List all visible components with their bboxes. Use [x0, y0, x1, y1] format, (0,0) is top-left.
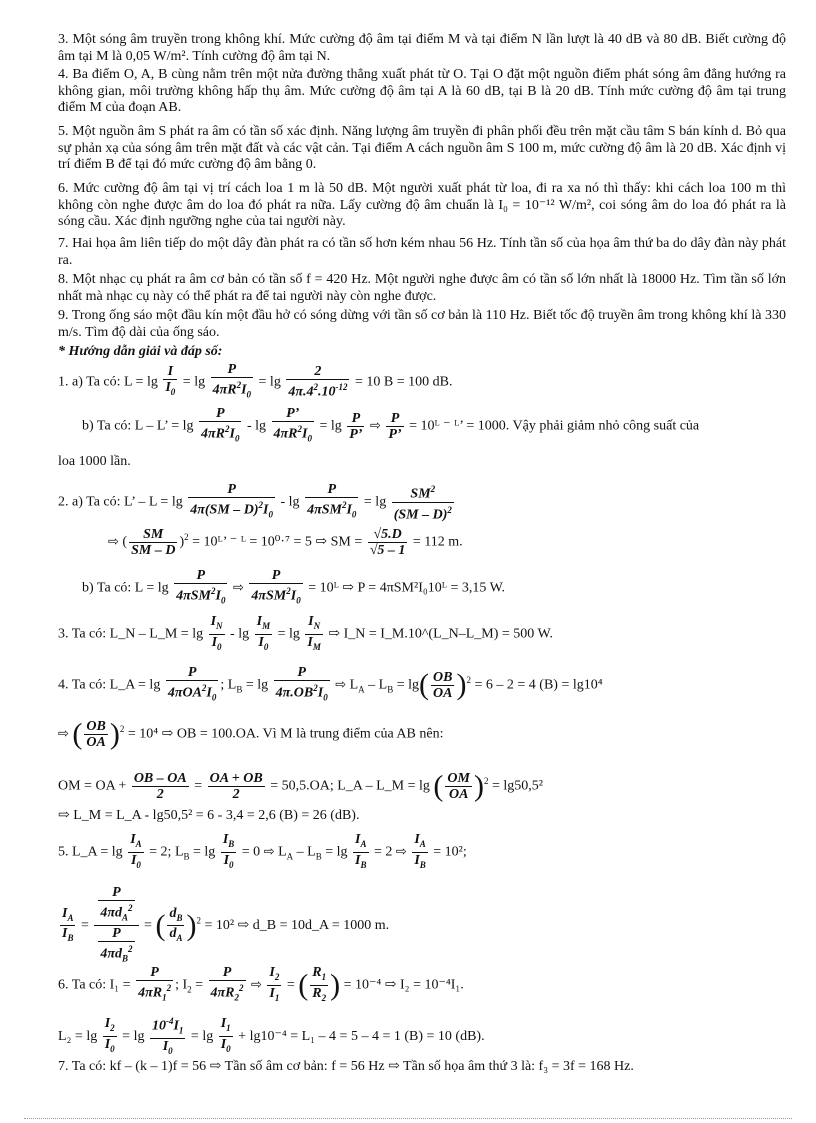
solution-3-prefix: 3. Ta có: L_N – L_M = lg [58, 626, 204, 642]
solution-3-result: ⇨ I_N = I_M.10^(L_N–L_M) = 500 W. [328, 626, 553, 642]
fraction: $\frac{P}{4\pi SM^2I_0}$ [249, 568, 302, 608]
fraction: $\frac{I_A}{I_B}$ [353, 832, 368, 873]
fraction: $\frac{√5.D}{√5 - 1}$ [369, 527, 406, 558]
fraction: $\frac{OA + OB}{2}$ [209, 771, 263, 802]
solution-1b-prefix: b) Ta có: L – L’ = lg [82, 418, 194, 434]
fraction: $\frac{I_A}{I_0}$ [128, 832, 143, 873]
arrow-icon: ⇨ [108, 534, 119, 550]
solution-1a: 1. a) Ta có: L = lg $\frac{I}{I_0}$ = lg $\frac{P}{4\pi R^2I_0}$ = lg $\frac{2}{4\pi.4^2.10^{-12}}$ = 10 B = 100 dB. [58, 362, 786, 402]
fraction: $\frac{2}{4\pi.4^2.10^{-12}}$ [288, 364, 348, 401]
arrow-icon: ⇨ [369, 418, 381, 434]
solution-6-line2-result: + lg10⁻⁴ = L₁ – 4 = 5 – 4 = 1 (B) = 10 (dB). [238, 1028, 485, 1044]
solutions-heading: * Hướng dẫn giải và đáp số: [58, 344, 223, 359]
solution-2a-line2: ⇨ ( $\frac{SM}{SM - D}$ )$^2$ = 10ᴸ’ ⁻ ᴸ = 10⁰·⁷ = 5 ⇨ SM = $\frac{√5.D}{√5 - 1}$ = 112 m. [108, 527, 463, 558]
solution-1a-prefix: 1. a) Ta có: L = lg [58, 374, 158, 390]
solution-2b [82, 568, 810, 608]
solution-6-result: = 10⁻⁴ ⇨ I₂ = 10⁻⁴I₁. [343, 977, 464, 993]
solution-2a-line2-text: = 10ᴸ’ ⁻ ᴸ = 10⁰·⁷ = 5 ⇨ SM = [192, 534, 363, 550]
fraction: $\frac{P}{4\pi R_1^2}$ [136, 965, 173, 1005]
fraction: $\frac{P}{4\pi OA^2I_0}$ [166, 665, 219, 705]
arrow-icon: ⇨ [232, 580, 244, 596]
fraction: $\frac{R_1}{R_2}$ [310, 965, 328, 1006]
solution-1b-result: = 10ᴸ ⁻ ᴸ’ = 1000. Vậy phải giảm nhỏ công suất của [409, 418, 700, 434]
fraction: $\frac{10^{-4}I_1}{I_0}$ [150, 1014, 185, 1059]
solution-7: 7. Ta có: kf – (k – 1)f = 56 ⇨ Tần số âm cơ bản: f = 56 Hz ⇨ Tần số họa âm thứ 3 là: f₃ = 3f = 168 Hz. [58, 1059, 634, 1074]
fraction: $\frac{I_M}{I_0}$ [255, 614, 272, 655]
fraction: $\frac{I_A}{I_B}$ [412, 832, 427, 873]
solution-4-line3: OM = OA + $\frac{OB - OA}{2}$ = $\frac{OA + OB}{2}$ = 50,5.OA; L_A – L_M = lg ( $\frac{OM}{OA}$ )$^2$ = lg50,5² [58, 769, 543, 803]
solution-5: 5. L_A = lg $\frac{I_A}{I_0}$ = 2; $L_B = \lg$ $\frac{I_B}{I_0}$ = 0 ⇨ $L_A - L_B = \lg$ $\frac{I_A}{I_B}$ = 2 ⇨ $\frac{I_A}{I_B}$ = 10²; [58, 832, 786, 873]
solution-1b: b) Ta có: L – L’ = lg $\frac{P}{4\pi R^2I_0}$ - lg $\frac{P’}{4\pi R^2I_0}$ = lg $\frac{P}{P’}$ ⇨ $\frac{P}{P’}$ = 10ᴸ ⁻ ᴸ’ = 1000. Vậy phải giảm nhỏ công suất của [82, 406, 810, 446]
fraction: $\frac{I_2}{I_1}$ [267, 965, 281, 1006]
fraction: $\frac{P}{4\pi R^2I_0}$ [199, 406, 241, 446]
problem-7: 7. Hai họa âm liên tiếp do một dây đàn phát ra có tần số hơn kém nhau 56 Hz. Tính tần số của họa âm thứ ba do dây đàn này phát ra. [58, 236, 786, 268]
fraction: $\frac{d_B}{d_A}$ [167, 906, 184, 947]
arrow-icon: ⇨ [335, 677, 347, 693]
solution-4-line2-text: = 10⁴ ⇨ OB = 100.OA. Vì M là trung điểm của AB nên: [127, 726, 444, 742]
fraction: $\frac{P}{4\pi.OB^2I_0}$ [274, 665, 330, 705]
fraction: $\frac{OB - OA}{2}$ [133, 771, 187, 802]
solution-4-line3-prefix: OM = OA + [58, 778, 127, 794]
arrow-icon: ⇨ [263, 844, 275, 860]
arrow-icon: ⇨ [251, 977, 262, 993]
solution-3: 3. Ta có: L_N – L_M = lg $\frac{I_N}{I_0}$ - lg $\frac{I_M}{I_0}$ = lg $\frac{I_N}{I_M}$ ⇨ I_N = I_M.10^(L_N–L_M) = 500 W. [58, 614, 786, 655]
fraction: $\frac{SM^2}{(SM - D)^2}$ [393, 484, 452, 523]
problem-9: 9. Trong ống sáo một đầu kín một đầu hở có sóng dừng với tần số cơ bản là 110 Hz. Biết tốc độ truyền âm trong không khí là 330 m/s. Tìm độ dài của ống sáo. [58, 308, 786, 340]
fraction: $\frac{I_N}{I_M}$ [305, 614, 322, 655]
solution-4-prefix: 4. Ta có: L_A = lg [58, 677, 161, 693]
solution-6-prefix: 6. Ta có: I₁ = [58, 977, 131, 993]
fraction: $\frac{P}{4\pi R^2I_0}$ [211, 362, 253, 402]
problem-6: 6. Mức cường độ âm tại vị trí cách loa 1 m là 50 dB. Một người xuất phát từ loa, đi ra xa nó thì thấy: khi cách loa 100 m thì không còn nghe được âm do loa đó phát ra nữa. Lấy cường độ âm chuẩn là I₀ = 10⁻¹² W/m², coi sóng âm do loa đó phát ra là sóng cầu. Xác định ngưỡng nghe của tai người này. [58, 181, 786, 229]
fraction: $\frac{\frac{P}{4\pi d_A^2}}{\frac{P}{4\pi d_B^2}}$ [94, 885, 138, 967]
fraction: $\frac{I_2}{I_0}$ [103, 1016, 117, 1057]
solution-5-prefix: 5. L_A = lg [58, 844, 123, 860]
solution-2a-result: = 112 m. [412, 534, 463, 550]
fraction: $\frac{SM}{SM - D}$ [131, 527, 176, 558]
solution-4-line3-mid: = 50,5.OA; L_A – L_M = lg [270, 778, 430, 794]
solution-4-line4: ⇨ L_M = L_A - lg50,5² = 6 - 3,4 = 2,6 (B) = 26 (dB). [58, 808, 360, 823]
solution-2a-prefix: 2. a) Ta có: L’ – L = lg [58, 494, 183, 510]
solution-4-line3-result: = lg50,5² [491, 778, 543, 794]
problem-8: 8. Một nhạc cụ phát ra âm cơ bản có tần số f = 420 Hz. Một người nghe được âm có tần số lớn nhất là 18000 Hz. Tìm tần số lớn nhất mà nhạc cụ này có thể phát ra để tai người này còn nghe được. [58, 272, 786, 304]
solution-6-line2-prefix: L₂ = lg [58, 1028, 98, 1044]
fraction: $\frac{OB}{OA}$ [433, 669, 453, 701]
solution-5-line2-text: = 10² ⇨ d_B = 10d_A = 1000 m. [204, 918, 390, 934]
fraction: $\frac{I_A}{I_B}$ [60, 906, 75, 947]
page-bottom-rule [24, 1118, 792, 1119]
fraction: $\frac{P}{4\pi SM^2I_0}$ [305, 482, 358, 522]
solution-6-line2: L₂ = lg $\frac{I_2}{I_0}$ = lg $\frac{10^{-4}I_1}{I_0}$ = lg $\frac{I_1}{I_0}$ + lg10⁻⁴ = L₁ – 4 = 5 – 4 = 1 (B) = 10 (dB). [58, 1014, 786, 1059]
fraction: $\frac{OB}{OA}$ [86, 719, 106, 750]
fraction: $\frac{OM}{OA}$ [447, 771, 470, 802]
solution-6: 6. Ta có: I₁ = $\frac{P}{4\pi R_1^2}$ ; $I_2$ = $\frac{P}{4\pi R_2^2}$ ⇨ $\frac{I_2}{I_1}$ = ( $\frac{R_1}{R_2}$ ) = 10⁻⁴ ⇨ I₂ = 10⁻⁴I₁. [58, 965, 786, 1006]
arrow-icon: ⇨ [395, 844, 407, 860]
fraction: $\frac{P}{P’}$ [388, 410, 402, 442]
fraction: $\frac{I_1}{I_0}$ [219, 1016, 233, 1057]
fraction: $\frac{P}{4\pi SM^2I_0}$ [174, 568, 227, 608]
fraction: $\frac{P}{P’}$ [349, 410, 363, 442]
solution-2b-result: = 10ᴸ ⇨ P = 4πSM²I₀10ᴸ = 3,15 W. [308, 580, 506, 596]
fraction: $\frac{P’}{4\pi R^2I_0}$ [272, 406, 314, 446]
fraction: $\frac{I}{I_0}$ [163, 364, 177, 400]
solution-5-result: = 10²; [433, 844, 467, 860]
fraction: $\frac{P}{4\pi R_2^2}$ [209, 965, 246, 1005]
solution-4: 4. Ta có: L_A = lg $\frac{P}{4\pi OA^2I_0}$ ; $L_B = \lg$ $\frac{P}{4\pi.OB^2I_0}$ ⇨ $L_A - L_B = \lg$( $\frac{OB}{OA}$ )$^2$ = 6 – 2 = 4 (B) = lg10⁴ [58, 665, 786, 705]
fraction: $\frac{I_B}{I_0}$ [221, 832, 236, 873]
problem-4: 4. Ba điểm O, A, B cùng nằm trên một nửa đường thẳng xuất phát từ O. Tại O đặt một nguồn điểm phát sóng âm đẳng hướng ra không gian, môi trường không hấp thụ âm. Mức cường độ âm tại A là 60 dB, tại B là 20 dB. Tính mức cường độ âm tại trung điểm M của đoạn AB. [58, 67, 786, 115]
arrow-icon: ⇨ [58, 726, 69, 742]
fraction: $\frac{P}{4\pi(SM - D)^2I_0}$ [188, 482, 275, 522]
solution-4-line2: ⇨ ( $\frac{OB}{OA}$ )$^2$ = 10⁴ ⇨ OB = 100.OA. Vì M là trung điểm của AB nên: [58, 717, 444, 751]
solution-5-line2: $\frac{I_A}{I_B}$ = $\frac{\frac{P}{4\pi d_A^2}}{\frac{P}{4\pi d_B^2}}$ = ( $\frac{d_B}{d_A}$ )$^2$ = 10² ⇨ d_B = 10d_A = 1000 m. [58, 885, 786, 967]
solution-1b-continuation: loa 1000 lần. [58, 454, 131, 469]
problem-3: 3. Một sóng âm truyền trong không khí. Mức cường độ âm tại điểm M và tại điểm N lần lượt là 40 dB và 80 dB. Biết cường độ âm tại M là 0,05 W/m². Tính cường độ âm tại N. [58, 32, 786, 64]
solution-1a-result: = 10 B = 100 dB. [354, 374, 453, 390]
problem-5: 5. Một nguồn âm S phát ra âm có tần số xác định. Năng lượng âm truyền đi phân phối đều trên mặt cầu tâm S bán kính d. Bỏ qua sự phản xạ của sóng âm trên mặt đất và các vật cản. Tại điểm A cách nguồn âm S 100 m, mức cường độ âm là 20 dB. Xác định vị trí điểm B để tại đó mức cường độ âm bằng 0. [58, 124, 786, 172]
solution-2b-prefix: b) Ta có: L = lg [82, 580, 169, 596]
fraction: $\frac{I_N}{I_0}$ [209, 614, 225, 655]
solution-4-result: = 6 – 2 = 4 (B) = lg10⁴ [474, 677, 603, 693]
solution-2a: 2. a) Ta có: L’ – L = lg $\frac{P}{4\pi(SM - D)^2I_0}$ - lg $\frac{P}{4\pi SM^2I_0}$ = lg $\frac{SM^2}{(SM - D)^2}$ [58, 482, 452, 523]
